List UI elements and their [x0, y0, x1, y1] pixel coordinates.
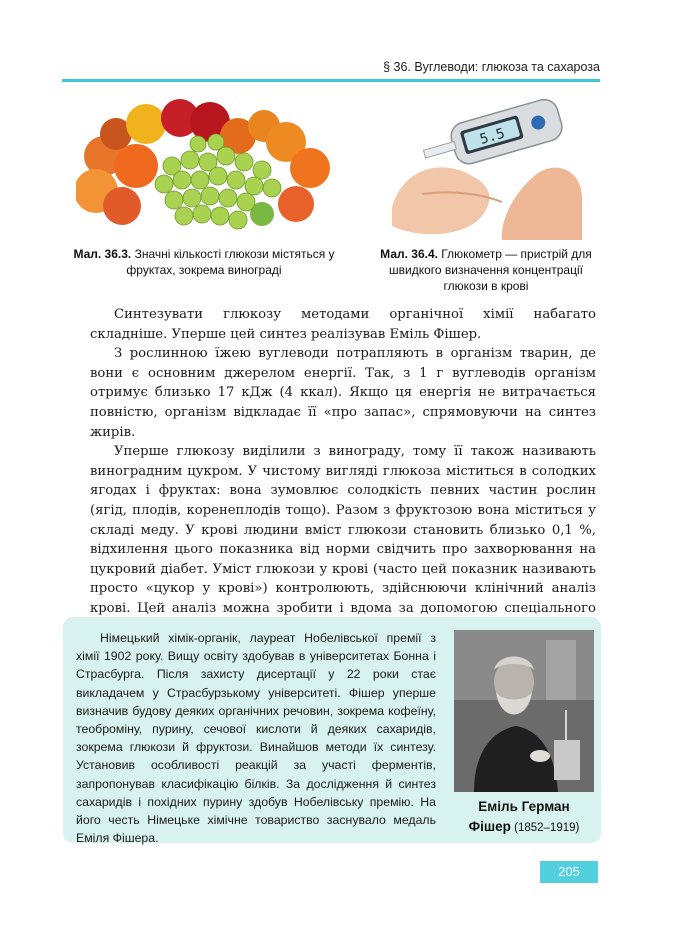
caption-text: Глюкометр — пристрій для швидкого визначення концентрації глюкози в крові	[389, 247, 592, 293]
figure-caption-36-3	[68, 246, 340, 278]
paragraph: Синтезувати глюкозу методами органічної хімії набагато складніше. Уперше цей синтез реалізував Еміль Фішер.	[90, 307, 596, 342]
glucometer-illustration	[382, 98, 582, 240]
life-years: (1852–1919)	[510, 822, 580, 834]
fruit-illustration	[76, 96, 336, 238]
main-text	[90, 305, 596, 638]
person-name: Еміль Герман	[478, 799, 570, 814]
portrait-caption	[444, 797, 604, 838]
biography-paragraph: Німецький хімік-органік, лауреат Нобелівської премії з хімії 1902 року. Вищу освіту здобував в університетах Бонна і Страсбурга. Після захисту дисертації у 22 роки стає викладачем у Страсбурзькому університеті. Фішер уперше визначив будову деяких органічних речовин, зокрема кофеїну, теоброміну, пурину, сечової кислоти й деяких сахаридів, зокрема глюкози й фруктози. Винайшов методи їх синтезу. Установив особливості реакцій за участі ферментів, запропонував класифікацію білків. За дослідження й синтез сахаридів і похідних пурину здобув Нобелівську премію. На його честь Німецьке хімічне товариство заснувало медаль Еміля Фішера.	[76, 631, 436, 846]
paragraph: З рослинною їжею вуглеводи потрапляють в організм тварин, де вони є основним джерелом енергії. Так, з 1 г вуглеводів організм отримує близько 17 кДж (4 ккал). Якщо ця енергія не витрачається повністю, організм відкладає її «про запас», спрямовуючи на синтез жирів.	[90, 346, 596, 440]
portrait-photo	[454, 630, 594, 792]
figure-caption-36-4	[372, 246, 600, 294]
header-rule	[62, 79, 600, 82]
person-surname: Фішер	[468, 819, 511, 834]
section-header: § 36. Вуглеводи: глюкоза та сахароза	[383, 60, 600, 74]
glucometer-display-value: 5.5	[478, 125, 507, 148]
biography-text	[76, 629, 436, 847]
figure-label: Мал. 36.3.	[73, 247, 132, 261]
caption-text: Значні кількості глюкози містяться у фруктах, зокрема винограді	[126, 247, 335, 277]
figure-label: Мал. 36.4.	[380, 247, 438, 261]
page-number: 205	[540, 861, 598, 883]
paragraph: Уперше глюкозу виділили з винограду, тому її також називають виноградним цукром. У чистому вигляді глюкоза міститься в солодких ягодах і фруктах: вона зумовлює солодкість певних частин рослин (ягід, плодів, коренеплодів тощо). Разом з фруктозою вона міститься у складі меду. У крові людини вміст глюкози становить близько 0,1 %, відхилення цього показника від норми свідчить про захворювання на цукровий діабет. Уміст глюкози у крові (часто цей показник називають просто «цукор у крові») контролюють, здійснюючи клінічний аналіз крові. Цей аналіз можна зробити і вдома за допомогою спеціального	[90, 444, 596, 616]
